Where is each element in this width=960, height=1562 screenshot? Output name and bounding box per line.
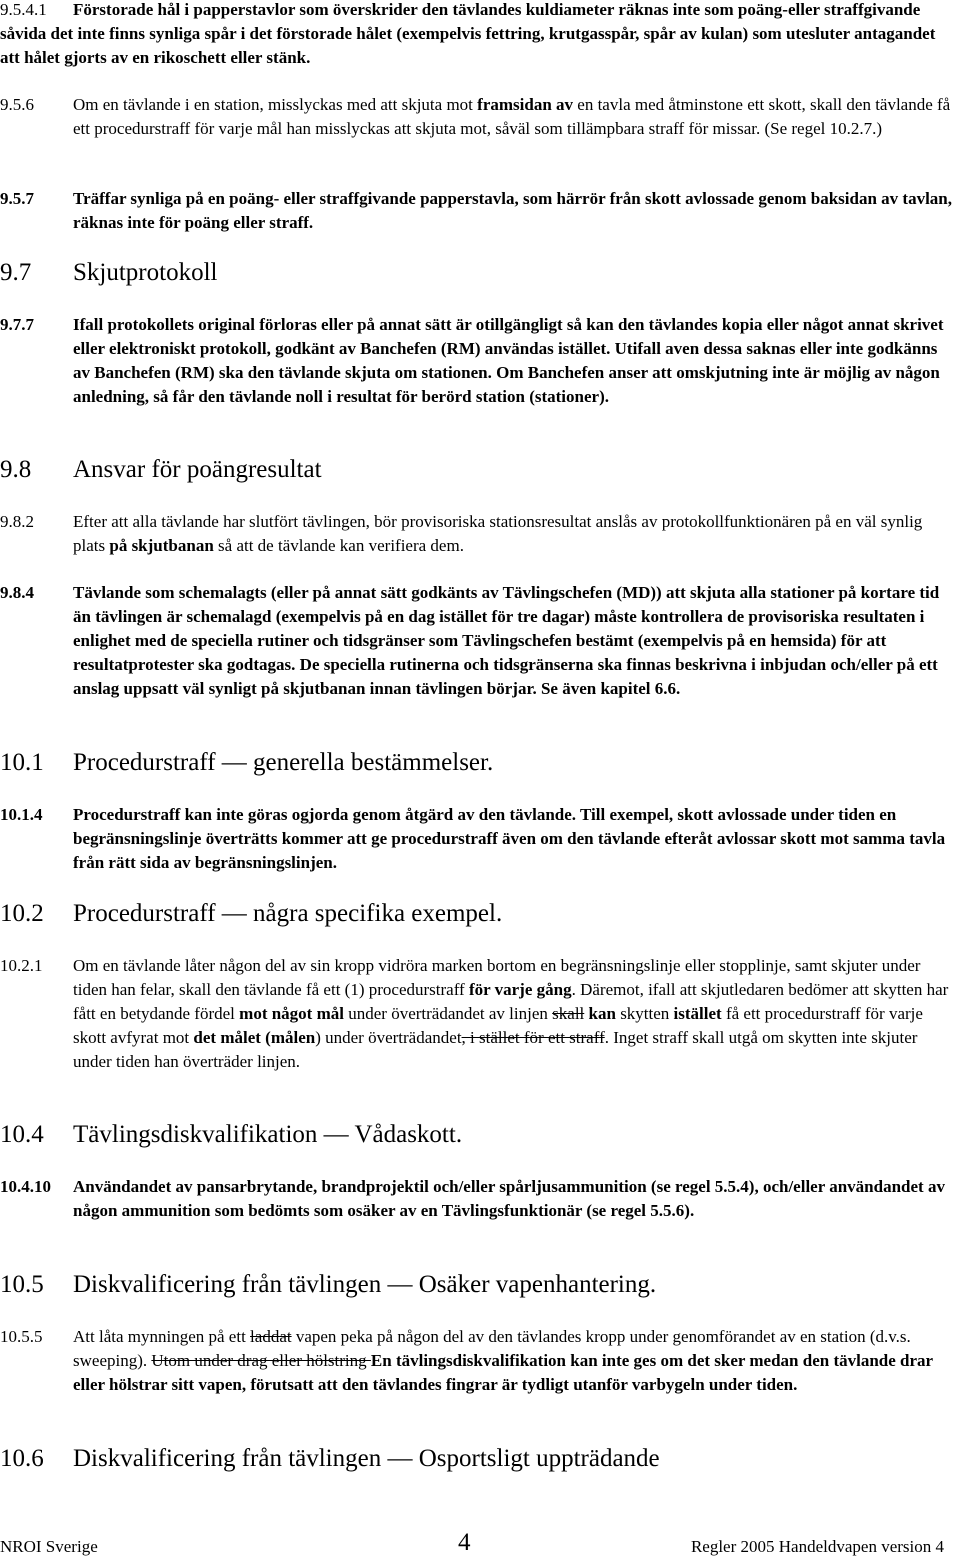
struck-text: skall bbox=[552, 1004, 585, 1023]
section-title: Procedurstraff — generella bestämmelser. bbox=[73, 749, 494, 776]
rule-text bbox=[73, 803, 958, 875]
rule-text bbox=[73, 1175, 958, 1223]
footer-document-title: Regler 2005 Handeldvapen version 4 bbox=[690, 1537, 944, 1556]
text-run: så att de tävlande kan verifiera dem. bbox=[213, 536, 464, 555]
section-number: 9.7 bbox=[0, 259, 32, 286]
rule-paragraph bbox=[0, 510, 958, 558]
rule-number: 10.5.5 bbox=[0, 1327, 43, 1346]
rule-text bbox=[73, 581, 958, 701]
rule-paragraph bbox=[0, 187, 958, 235]
rule-text bbox=[0, 0, 958, 70]
rule-number: 9.5.7 bbox=[0, 189, 34, 208]
rule-paragraph bbox=[0, 0, 958, 70]
struck-text: Utom under drag eller hölstring bbox=[151, 1351, 371, 1370]
bold-text: på skjutbanan bbox=[109, 536, 214, 555]
section-title: Diskvalificering från tävlingen — Osportsligt uppträdande bbox=[73, 1445, 660, 1472]
text-run: under överträdandet av linjen bbox=[343, 1004, 553, 1023]
rule-number: 10.1.4 bbox=[0, 805, 43, 824]
struck-text: , i stället för ett straff bbox=[461, 1028, 605, 1047]
rule-number: 10.2.1 bbox=[0, 956, 43, 975]
rule-paragraph bbox=[0, 93, 958, 141]
bold-text: istället bbox=[673, 1004, 722, 1023]
rule-text bbox=[73, 313, 958, 409]
bold-text: kan bbox=[588, 1004, 616, 1023]
rule-number: 9.8.2 bbox=[0, 512, 34, 531]
bold-text: Träffar synliga på en poäng- eller straffgivande papperstavla, som härrör från skott avlossade genom baksidan av tavlan, räknas inte för poäng eller straff. bbox=[73, 189, 953, 232]
section-heading bbox=[0, 899, 958, 929]
rule-paragraph bbox=[0, 1175, 958, 1223]
bold-text: det målet (målen bbox=[193, 1028, 316, 1047]
section-number: 10.4 bbox=[0, 1121, 44, 1148]
bold-text: Ifall protokollets original förloras eller på annat sätt är otillgängligt så kan den tävlandes kopia eller något annat skrivet eller elektroniskt protokoll, godkänt av Banchefen (RM) användas istället. Utifall aven dessa saknas eller inte godkänns av Banchefen (RM) ska den tävlande skjuta om stationen. Om Banchefen anser att omskjutning inte är möjlig av någon anledning, så får den tävlande noll i resultat för berörd station (stationer). bbox=[73, 315, 944, 406]
section-title: Skjutprotokoll bbox=[73, 259, 218, 286]
rule-text bbox=[73, 510, 958, 558]
section-number: 10.5 bbox=[0, 1271, 44, 1298]
section-heading bbox=[0, 748, 958, 778]
page-number: 4 bbox=[458, 1529, 471, 1556]
text-run: en tavla med åtminstone ett skott, skall den tävlande få ett procedurstraff för varje mål han misslyckas att skjuta mot, såväl som tillämpbara straff för missar. (Se regel 10.2.7.) bbox=[73, 95, 951, 138]
section-title: Tävlingsdiskvalifikation — Vådaskott. bbox=[73, 1121, 463, 1148]
rule-text bbox=[73, 93, 958, 141]
bold-text: Procedurstraff kan inte göras ogjorda genom åtgärd av den tävlande. Till exempel, skott avlossade under tiden en begränsningslinje överträtts kommer att ge procedurstraff även om den tävlande efteråt avlossar skott mot samma tavla från rätt sida av begränsningslinjen. bbox=[73, 805, 946, 872]
text-run: vapen peka på någon del av den tävlandes kropp under genomförandet av en station (d.v.s. sweeping). bbox=[73, 1327, 911, 1370]
section-heading bbox=[0, 455, 958, 485]
rule-number: 9.8.4 bbox=[0, 583, 34, 602]
bold-text: En tävlingsdiskvalifikation kan inte ges om det sker medan den tävlande drar eller hölstrar sitt vapen, förutsatt att den tävlandes fingrar är tydligt utanför varbygeln under tiden. bbox=[73, 1351, 933, 1394]
text-run: få ett procedurstraff för varje skott avfyrat mot bbox=[73, 1004, 923, 1047]
rule-paragraph bbox=[0, 954, 958, 1074]
section-title: Procedurstraff — några specifika exempel. bbox=[73, 900, 503, 927]
section-number: 10.1 bbox=[0, 749, 44, 776]
rule-text bbox=[73, 1325, 958, 1397]
text-run: Efter att alla tävlande har slutfört tävlingen, bör provisoriska stationsresultat anslås av protokollfunktionären på en väl synlig plats bbox=[73, 512, 923, 555]
text-run: skytten bbox=[615, 1004, 674, 1023]
rule-number: 10.4.10 bbox=[0, 1177, 51, 1196]
section-heading bbox=[0, 1120, 958, 1150]
rule-paragraph bbox=[0, 803, 958, 875]
struck-text: laddat bbox=[250, 1327, 292, 1346]
rule-paragraph bbox=[0, 581, 958, 701]
bold-text: Förstorade hål i papperstavlor som överskrider den tävlandes kuldiameter räknas inte som poäng-eller straffgivande såvida det inte finns synliga spår i det förstorade hålet (exempelvis fettring, krutgasspår, spår av kulan) som utesluter antagandet att hålet gjorts av en rikoschett eller stänk. bbox=[0, 0, 936, 67]
rule-text bbox=[73, 954, 958, 1074]
text-run: Om en tävlande låter någon del av sin kropp vidröra marken bortom en begränsningslinje eller stopplinje, samt skjuter under tiden han felar, skall den tävlande få ett (1) procedurstraff bbox=[73, 956, 921, 999]
text-run: Om en tävlande i en station, misslyckas med att skjuta mot bbox=[73, 95, 478, 114]
bold-text: mot något mål bbox=[239, 1004, 344, 1023]
section-title: Diskvalificering från tävlingen — Osäker vapenhantering. bbox=[73, 1271, 657, 1298]
footer-organization: NROI Sverige bbox=[0, 1537, 98, 1556]
bold-text: Tävlande som schemalagts (eller på annat sätt godkänts av Tävlingschefen (MD)) att skjuta alla stationer på kortare tid än tävlingen är schemalagd (exempelvis på en dag istället för tre dagar) måste kontrollera de provisoriska resultaten i enlighet med de speciella rutiner och tidsgränser som Tävlingschefen bestämt (exempelvis på en hemsida) för att resultatprotester ska godtagas. De speciella rutinerna och tidsgränserna ska finnas beskrivna i inbjudan och/eller på ett anslag uppsatt väl synligt på skjutbanan innan tävlingen börjar. Se även kapitel 6.6. bbox=[73, 583, 940, 698]
rule-number: 9.7.7 bbox=[0, 315, 34, 334]
rule-number: 9.5.4.1 bbox=[0, 0, 47, 19]
rule-paragraph bbox=[0, 313, 958, 409]
rule-number: 9.5.6 bbox=[0, 95, 34, 114]
section-number: 9.8 bbox=[0, 456, 32, 483]
section-heading bbox=[0, 1444, 958, 1474]
text-run: Att låta mynningen på ett bbox=[73, 1327, 251, 1346]
text-run: . Inget straff skall utgå om skytten inte skjuter under tiden han överträder linjen. bbox=[73, 1028, 918, 1071]
text-run: ) under överträdandet bbox=[315, 1028, 462, 1047]
bold-text: Användandet av pansarbrytande, brandprojektil och/eller spårljusammunition (se regel 5.5.4), och/eller användandet av någon ammunition som bedömts som osäker av en Tävlingsfunktionär (se regel 5.5.6). bbox=[73, 1177, 945, 1220]
section-heading bbox=[0, 258, 958, 288]
rule-paragraph bbox=[0, 1325, 958, 1397]
text-run: . Däremot, ifall att skjutledaren bedömer att skytten har fått en betydande fördel bbox=[73, 980, 949, 1023]
section-heading bbox=[0, 1270, 958, 1300]
section-number: 10.6 bbox=[0, 1445, 44, 1472]
rule-text bbox=[73, 187, 958, 235]
bold-text: för varje gång bbox=[468, 980, 572, 999]
section-title: Ansvar för poängresultat bbox=[73, 456, 322, 483]
section-number: 10.2 bbox=[0, 900, 44, 927]
bold-text: framsidan av bbox=[477, 95, 574, 114]
